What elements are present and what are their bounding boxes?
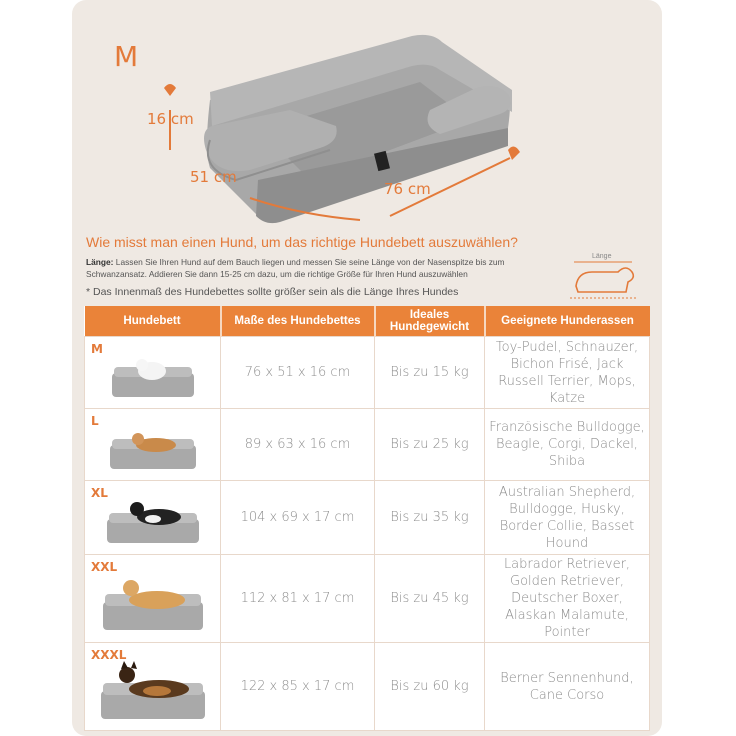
row-size: XL bbox=[91, 486, 108, 500]
size-label: M bbox=[114, 40, 139, 73]
header-bed: Hundebett bbox=[85, 306, 221, 337]
bed-with-dog-image bbox=[99, 574, 207, 634]
breeds-cell: Berner Sennenhund, Cane Corso bbox=[485, 643, 650, 731]
measure-question: Wie misst man einen Hund, um das richtige Hundebett auszuwählen? bbox=[86, 234, 518, 250]
measure-instruction bbox=[86, 256, 546, 280]
breeds-cell: Französische Bulldogge, Beagle, Corgi, Dackel, Shiba bbox=[485, 409, 650, 481]
table-row bbox=[85, 481, 650, 555]
dims-cell: 112 x 81 x 17 cm bbox=[221, 555, 375, 643]
bed-cell bbox=[85, 409, 221, 481]
weight-cell: Bis zu 15 kg bbox=[375, 337, 485, 409]
weight-cell: Bis zu 45 kg bbox=[375, 555, 485, 643]
weight-cell: Bis zu 60 kg bbox=[375, 643, 485, 731]
length-dimension: 76 cm bbox=[384, 180, 431, 198]
header-breeds: Geeignete Hunderassen bbox=[485, 306, 650, 337]
dog-length-icon bbox=[566, 246, 642, 302]
row-size: XXL bbox=[91, 560, 118, 574]
inner-size-note: * Das Innenmaß des Hundebettes sollte größer sein als die Länge Ihres Hundes bbox=[86, 286, 459, 298]
header-dimensions: Maße des Hundebettes bbox=[221, 306, 375, 337]
table-row bbox=[85, 337, 650, 409]
bed-cell bbox=[85, 481, 221, 555]
dog-length-label: Länge bbox=[592, 253, 612, 260]
weight-cell: Bis zu 25 kg bbox=[375, 409, 485, 481]
breeds-cell: Labrador Retriever, Golden Retriever, Deutscher Boxer, Alaskan Malamute, Pointer bbox=[485, 555, 650, 643]
bed-with-dog-image bbox=[106, 427, 200, 473]
bed-cell bbox=[85, 337, 221, 409]
width-dimension: 51 cm bbox=[190, 168, 237, 186]
table-row bbox=[85, 643, 650, 731]
dims-cell: 104 x 69 x 17 cm bbox=[221, 481, 375, 555]
size-table bbox=[84, 306, 650, 731]
table-header-row bbox=[85, 306, 650, 337]
header-weight: Ideales Hundegewicht bbox=[375, 306, 485, 337]
instruction-label: Länge: bbox=[86, 257, 114, 267]
bed-with-dog-image bbox=[103, 499, 203, 547]
dims-cell: 89 x 63 x 16 cm bbox=[221, 409, 375, 481]
table-row bbox=[85, 409, 650, 481]
bed-cell bbox=[85, 643, 221, 731]
breeds-cell: Australian Shepherd, Bulldogge, Husky, Border Collie, Basset Hound bbox=[485, 481, 650, 555]
height-dimension: 16 cm bbox=[147, 110, 194, 128]
bed-cell bbox=[85, 555, 221, 643]
dims-cell: 122 x 85 x 17 cm bbox=[221, 643, 375, 731]
breeds-cell: Toy-Pudel, Schnauzer, Bichon Frisé, Jack Russell Terrier, Mops, Katze bbox=[485, 337, 650, 409]
bed-with-dog-image bbox=[108, 355, 198, 401]
instruction-text: Lassen Sie Ihren Hund auf dem Bauch liegen und messen Sie seine Länge von der Nasenspitze bis zum Schwanzansatz. Addieren Sie dann 15-25 cm dazu, um die richtige Größe für Ihren Hund auszuwählen bbox=[86, 257, 505, 279]
row-size: M bbox=[91, 342, 103, 356]
table-row bbox=[85, 555, 650, 643]
bed-with-dog-image bbox=[97, 661, 209, 723]
dims-cell: 76 x 51 x 16 cm bbox=[221, 337, 375, 409]
weight-cell: Bis zu 35 kg bbox=[375, 481, 485, 555]
dog-bed-illustration bbox=[140, 30, 560, 225]
row-size: XXXL bbox=[91, 648, 127, 662]
row-size: L bbox=[91, 414, 99, 428]
